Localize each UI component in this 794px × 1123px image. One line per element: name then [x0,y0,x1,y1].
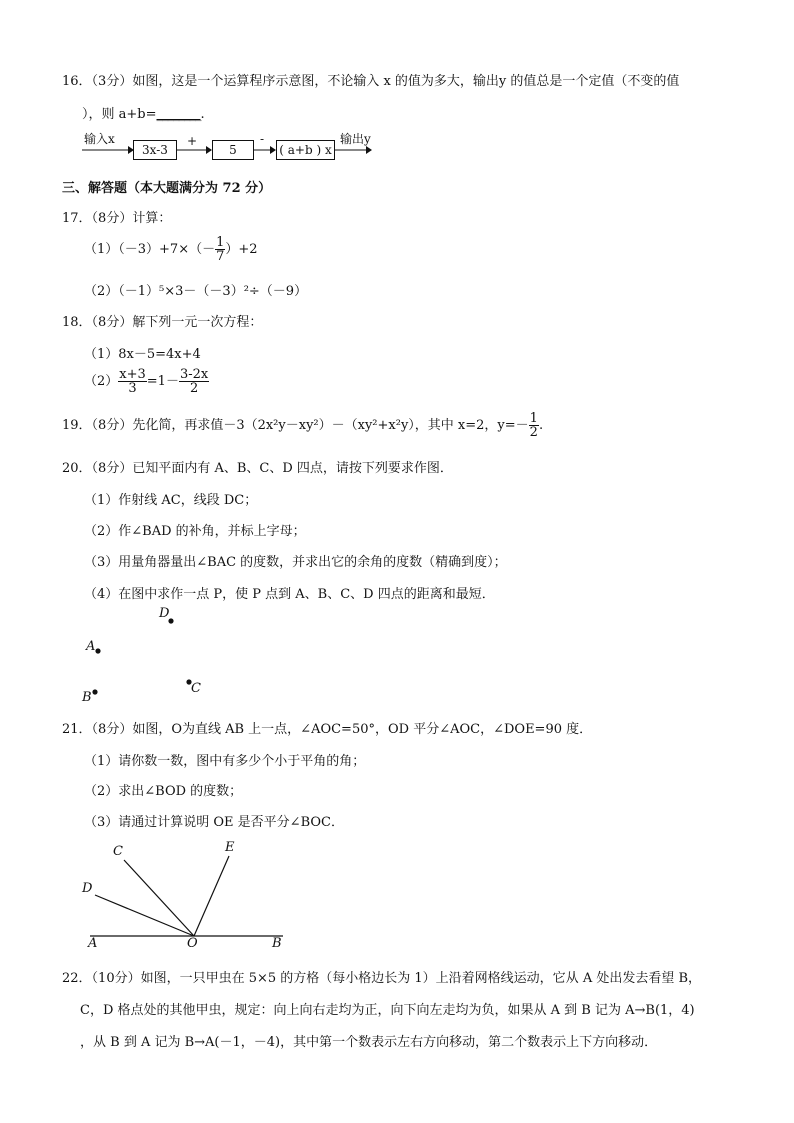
q16-box-3: ( a+b ) x [276,140,335,160]
q16-box-2: 5 [212,140,254,160]
q19-den: 2 [529,425,538,440]
q16-op-2: - [260,132,265,146]
q18-part-1: （1）8x－5=4x+4 [84,347,201,362]
q18-lden: 3 [128,381,137,396]
q21-label-a: A [88,936,98,951]
q21-label-e: E [225,840,235,855]
q21-ray-oc [124,860,194,936]
q22-line-2: C，D 格点处的其他甲虫，规定：向上向右走均为正，向下向左走均为负，如果从 A 到 B 记为 A→B(1，4) [80,1003,695,1018]
q20-part-3: （3）用量角器量出∠BAC 的度数，并求出它的余角的度数（精确到度）； [84,555,507,570]
q20-part-4: （4）在图中求作一点 P，使 P 点到 A、B、C、D 四点的距离和最短． [84,587,495,602]
q19-text: 19．（8分）先化简，再求值－3（2x²y－xy²）－（xy²+x²y），其中 x=2，y=－ [62,418,529,433]
q18-rnum: 3-2x [179,367,209,382]
q16-input-label: 输入x [84,132,115,146]
q16-box-1: 3x-3 [133,140,177,160]
q21-label-b: B [272,936,282,951]
q18-p2-label: （2） [84,374,119,389]
q21-part-3: （3）请通过计算说明 OE 是否平分∠BOC． [84,815,344,830]
q20-label-d: D [159,606,170,621]
q22-line-1: 22．（10分）如图，一只甲虫在 5×5 的方格（每小格边长为 1）上沿着网格线运动，它从 A 处出发去看望 B， [62,971,702,986]
q21-label-c: C [113,844,123,859]
q20-label-c: C [191,681,201,696]
section-3-title: 三、解答题（本大题满分为 72 分） [62,181,272,196]
q22-line-3: ，从 B 到 A 记为 B→A(－1，－4)，其中第一个数表示左右方向移动，第二个数表示上下方向移动． [80,1035,658,1050]
q17-part-2: （2）（－1）⁵×3－（－3）²÷（－9） [84,284,308,299]
q18-stem: 18．（8分）解下列一元一次方程： [62,315,263,330]
q19-end: . [538,418,544,433]
q16-op-1: + [187,134,198,148]
q20-stem: 20．（8分）已知平面内有 A、B、C、D 四点，请按下列要求作图． [62,461,453,476]
q21-label-d: D [82,881,93,896]
q17-frac-den: 7 [216,249,225,264]
q20-part-1: （1）作射线 AC，线段 DC； [84,493,258,508]
q17-frac-num: 1 [216,235,225,250]
q21-ray-od [95,895,194,936]
q20-part-2: （2）作∠BAD 的补角，并标上字母； [84,524,306,539]
q17-stem: 17．（8分）计算： [62,211,172,226]
q21-part-2: （2）求出∠BOD 的度数； [84,784,243,799]
q18-rden: 2 [189,381,199,396]
q18-lnum: x+3 [119,367,146,382]
q20-label-a: A [86,639,96,654]
q19-num: 1 [529,411,538,426]
q18-p2-mid: =1－ [146,374,179,389]
q21-label-o: O [187,936,198,951]
q21-part-1: （1）请你数一数，图中有多少个小于平角的角； [84,754,366,769]
q16-line2-text: ），则 a+b= [82,107,157,122]
q21-ray-oe [194,856,229,936]
q16-answer-blank: ________ [156,107,201,122]
q16-line1: 16．（3分）如图，这是一个运算程序示意图，不论输入 x 的值为多大，输出y 的值总是一个定值（不变的值 [62,74,680,89]
q20-label-b: B [82,690,92,705]
q21-stem: 21．（8分）如图，O为直线 AB 上一点，∠AOC=50°，OD 平分∠AOC，∠DOE=90 度． [62,722,593,737]
q16-line2-end: . [200,107,205,122]
q17-p1-a: （1）（－3）+7×（－ [84,242,216,257]
q17-p1-b: ）+2 [225,242,258,257]
q16-output-label: 输出y [340,132,371,146]
